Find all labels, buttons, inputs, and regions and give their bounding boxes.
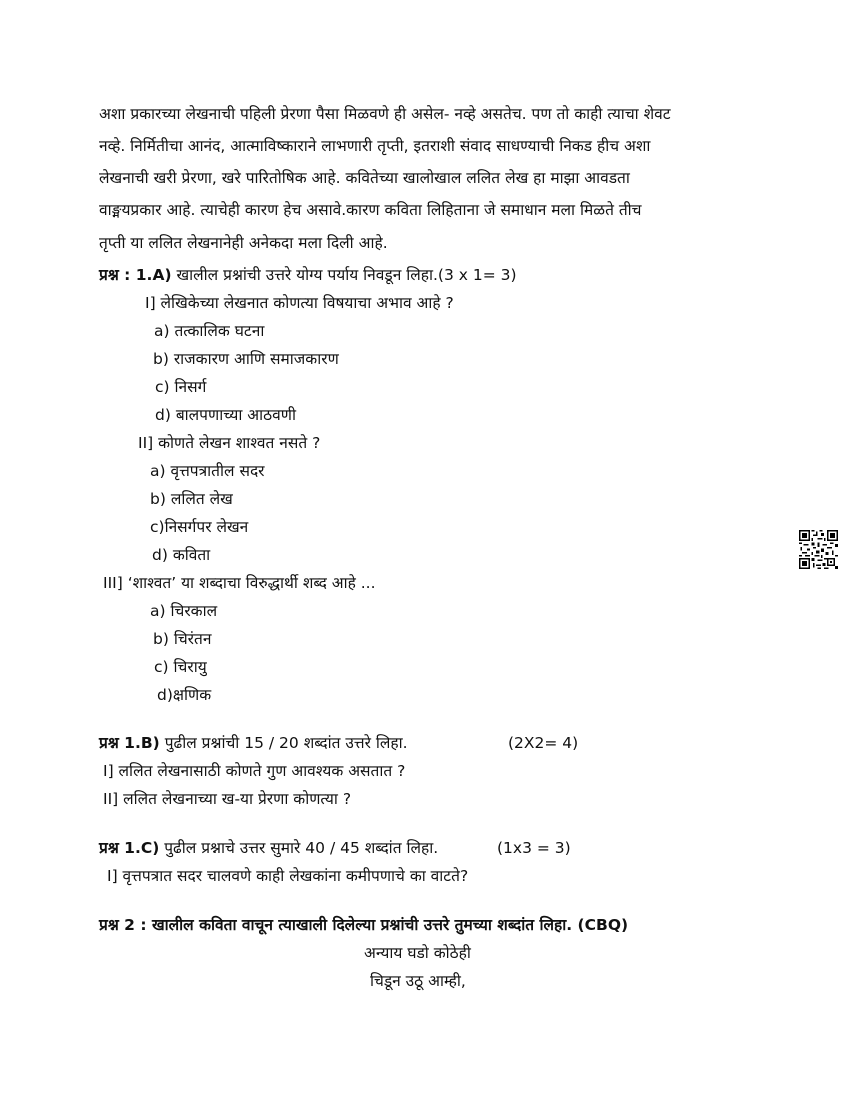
q1a-heading <box>99 265 517 285</box>
q1a-q3-option-d: d)क्षणिक <box>157 686 212 704</box>
q1a-q3-option-c: c) चिरायु <box>154 658 207 676</box>
q1a-question-2: II] कोणते लेखन शाश्वत नसते ? <box>138 434 321 452</box>
q1a-label: प्रश्न : 1.A) <box>99 266 172 284</box>
q1c-label: प्रश्न 1.C) <box>99 839 160 857</box>
q1a-text: खालील प्रश्नांची उत्तरे योग्य पर्याय निवडून लिहा.(3 x 1= 3) <box>176 266 517 284</box>
q1b-marks: (2X2= 4) <box>508 734 579 752</box>
q1b-text: पुढील प्रश्नांची 15 / 20 शब्दांत उत्तरे लिहा. <box>164 734 408 752</box>
q1c-text: पुढील प्रश्नाचे उत्तर सुमारे 40 / 45 शब्दांत लिहा. <box>164 839 439 857</box>
q1b-heading <box>99 733 408 753</box>
q1c-question-1: I] वृत्तपत्रात सदर चालवणे काही लेखकांना कमीपणाचे का वाटते? <box>107 867 469 885</box>
passage-line-4: वाङ्मयप्रकार आहे. त्याचेही कारण हेच असावे.कारण कविता लिहिताना जे समाधान मला मिळते तीच <box>99 201 642 219</box>
q1a-q1-option-d: d) बालपणाच्या आठवणी <box>155 406 296 424</box>
q1b-label: प्रश्न 1.B) <box>99 734 160 752</box>
qr-code-icon <box>799 530 838 569</box>
q1b-question-1: I] ललित लेखनासाठी कोणते गुण आवश्यक असतात ? <box>103 762 406 780</box>
passage-line-1: अशा प्रकारच्या लेखनाची पहिली प्रेरणा पैसा मिळवणे ही असेल- नव्हे असतेच. पण तो काही त्याचा शेवट <box>99 105 671 123</box>
poem-line-2: चिडून उठू आम्ही, <box>370 972 466 990</box>
q1a-q3-option-b: b) चिरंतन <box>153 630 212 648</box>
q1c-marks: (1x3 = 3) <box>497 839 571 857</box>
q1a-q1-option-b: b) राजकारण आणि समाजकारण <box>153 350 339 368</box>
q1a-question-3: III] ‘शाश्वत’ या शब्दाचा विरुद्धार्थी शब्द आहे ... <box>103 574 376 592</box>
passage-line-5: तृप्ती या ललित लेखनानेही अनेकदा मला दिली आहे. <box>99 234 388 252</box>
q1a-q1-option-c: c) निसर्ग <box>155 378 207 396</box>
passage-line-2: नव्हे. निर्मितीचा आनंद, आत्माविष्काराने लाभणारी तृप्ती, इतराशी संवाद साधण्याची निकड हीच अशा <box>99 137 651 155</box>
q1a-q2-option-c: c)निसर्गपर लेखन <box>150 518 249 536</box>
passage-line-3: लेखनाची खरी प्रेरणा, खरे पारितोषिक आहे. कवितेच्या खालोखाल ललित लेख हा माझा आवडता <box>99 169 630 187</box>
q1b-question-2: II] ललित लेखनाच्या ख-या प्रेरणा कोणत्या ? <box>103 790 352 808</box>
poem-line-1: अन्याय घडो कोठेही <box>364 944 471 962</box>
q2-heading: प्रश्न 2 : खालील कविता वाचून त्याखाली दिलेल्या प्रश्नांची उत्तरे तुमच्या शब्दांत लिहा. (CBQ) <box>99 916 629 934</box>
q1a-q1-option-a: a) तत्कालिक घटना <box>154 322 265 340</box>
q1a-q2-option-b: b) ललित लेख <box>150 490 233 508</box>
q1a-question-1: I] लेखिकेच्या लेखनात कोणत्या विषयाचा अभाव आहे ? <box>145 294 454 312</box>
q1a-q3-option-a: a) चिरकाल <box>150 602 218 620</box>
q1a-q2-option-a: a) वृत्तपत्रातील सदर <box>150 462 265 480</box>
q1a-q2-option-d: d) कविता <box>152 546 211 564</box>
q1c-heading <box>99 838 438 858</box>
